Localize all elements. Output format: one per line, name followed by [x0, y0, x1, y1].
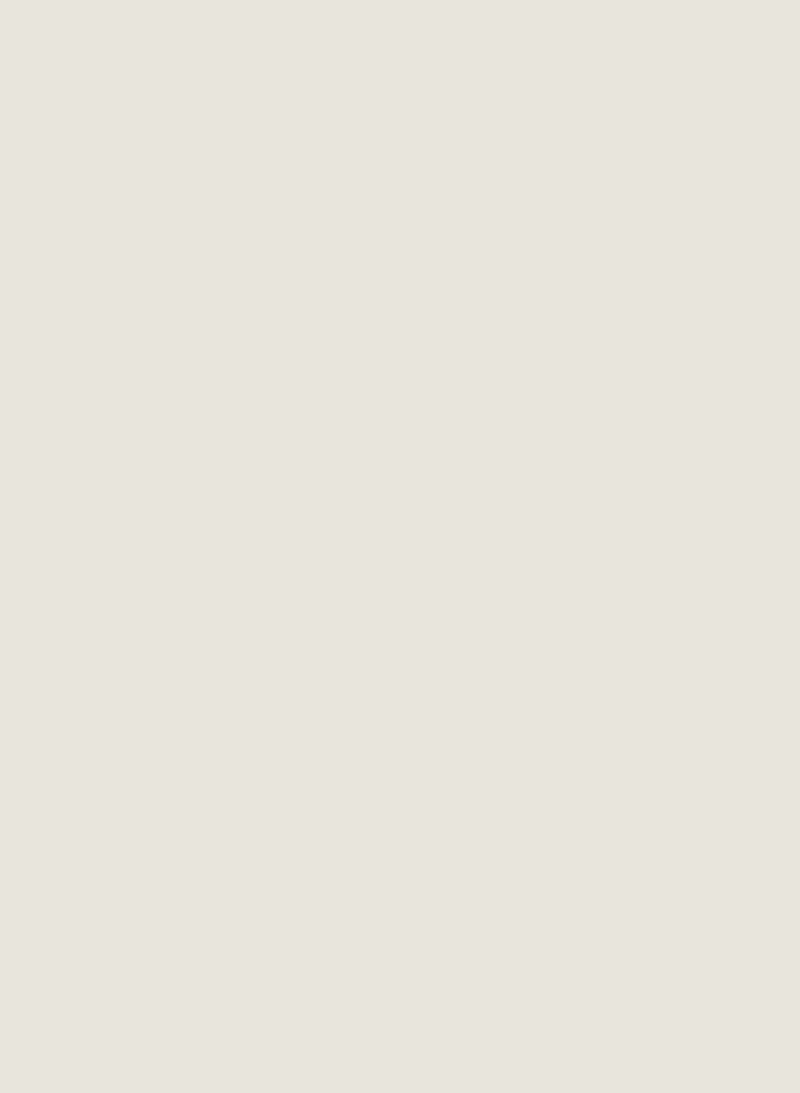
morbidity-chart-svg — [180, 560, 665, 900]
figure-14-chart — [180, 560, 665, 900]
